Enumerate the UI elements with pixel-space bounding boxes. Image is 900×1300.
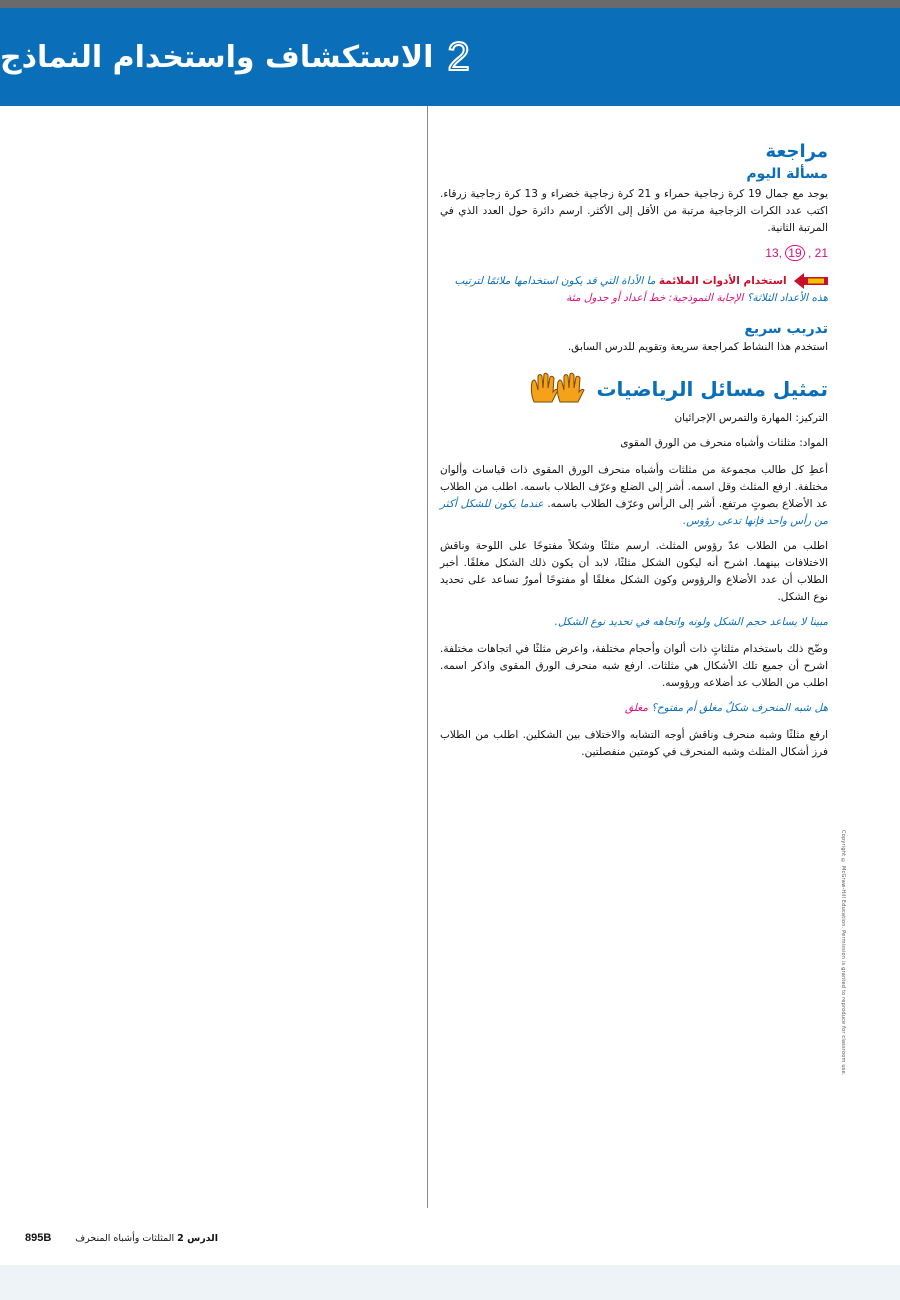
- question-text: هل شبه المنحرف شكلٌ مغلق أم مفتوح؟: [651, 702, 828, 714]
- modeling-paragraph-4: ارفع مثلثًا وشبه منحرف وناقش أوجه التشابه والاختلاف بين الشكلين. اطلب من الطلاب فرز أشكال المثلث وشبه المنحرف في كومتين منفصلتين.: [440, 729, 828, 758]
- page-number: 895B: [25, 1232, 52, 1244]
- footer-lesson-label: الدرس 2: [177, 1232, 218, 1244]
- problem-text: يوجد مع جمال 19 كرة زجاجية حمراء و 21 كرة زجاجية خضراء و 13 كرة زجاجية زرقاء. اكتب عدد الكرات الزجاجية مرتبة من الأقل إلى الأكثر. ارسم دائرة حول العدد الذي في المرتبة الثانية.: [440, 188, 828, 234]
- chapter-number: 2: [447, 35, 470, 79]
- focus-line: التركيز: المهارة والتمرس الإجرائيان: [674, 412, 828, 424]
- page-footer: [25, 1232, 218, 1244]
- footer-lesson-title: المثلثات وأشباه المنحرف: [75, 1232, 175, 1244]
- answer-suffix: , 21: [804, 246, 828, 260]
- answer-prefix: 13,: [765, 246, 786, 260]
- modeling-paragraph-2: اطلب من الطلاب عدّ رؤوس المثلث. ارسم مثلثًا وشكلاً مفتوحًا على اللوحة وناقش الاختلافات بينهما. اشرح أنه ليكون الشكل مثلثًا، لابد أن يكون ذلك الشكل مغلقًا. أخبر الطلاب أن عدد الأضلاع والرؤوس وكون الشكل مغلقًا أو مفتوحًا أمورٌ تساعد على تحديد نوع الشكل.: [440, 540, 828, 603]
- materials-line: المواد: مثلثات وأشباه منحرف من الورق المقوى: [620, 437, 828, 449]
- modeling-paragraph-1: [440, 462, 828, 530]
- paragraph-1-text: أعطِ كل طالب مجموعة من مثلثات وأشباه منحرف الورق المقوى ذات قياسات وألوان مختلفة. ارفع المثلث وقل اسمه. أشر إلى الضلع وعرّف الطلاب باسمه. اطلب من الطلاب عد الأضلاع بصوتٍ مرتفع. أشر إلى الرأس وعرّف الطلاب باسمه.: [440, 464, 829, 510]
- answer-circled: 19: [785, 245, 804, 261]
- review-heading: مراجعة: [765, 141, 828, 162]
- tools-tip: [440, 273, 828, 307]
- copyright-credit: Copyright © McGraw-Hill Education. Permission is granted to reproduce for classroom use.: [840, 830, 846, 1076]
- page-title: الاستكشاف واستخدام النماذج: [0, 39, 434, 75]
- trapezoid-question: [440, 700, 828, 717]
- problem-of-day-heading: مسألة اليوم: [746, 166, 828, 182]
- question-answer: مغلق: [625, 702, 648, 714]
- modeling-header: [440, 372, 828, 406]
- tip-title: استخدام الأدوات الملائمة: [658, 275, 787, 287]
- hands-icon: [528, 372, 590, 406]
- modeling-paragraph-3: وضّح ذلك باستخدام مثلثاتٍ ذات ألوان وأحجام مختلفة، واعرض مثلثًا في اتجاهات مختلفة. اشرح أن جميع تلك الأشكال هي مثلثات. ارفع شبه منحرف الورق المقوى واذكر اسمه. اطلب من الطلاب عد أضلاعه ورؤوسه.: [440, 643, 828, 689]
- footer-band: [0, 1265, 900, 1300]
- lesson-column: [440, 140, 828, 769]
- top-rule: [0, 0, 900, 8]
- column-divider: [427, 106, 428, 1208]
- modeling-heading: تمثيل مسائل الرياضيات: [596, 377, 828, 401]
- modeling-note: مبينا لا يساعد حجم الشكل ولونه واتجاهه في تحديد نوع الشكل.: [554, 616, 828, 628]
- problem-answer: [440, 245, 828, 261]
- tip-question: ما الأداة التي قد يكون استخدامها ملائمًا لترتيب هذه الأعداد الثلاثة؟: [454, 275, 828, 304]
- footer-lesson: [75, 1233, 218, 1244]
- tip-answer: الإجابة النموذجية: خط أعداد أو جدول مئة: [566, 292, 744, 304]
- paragraph-1-highlight: عندما يكون للشكل أكثر من رأس واحد فإنها تدعى رؤوس.: [440, 498, 828, 527]
- quick-drill-heading: تدريب سريع: [744, 321, 828, 337]
- quick-drill-text: استخدم هذا النشاط كمراجعة سريعة وتقويم للدرس السابق.: [567, 341, 828, 353]
- chapter-header: [0, 8, 900, 106]
- arrow-icon: [794, 273, 828, 289]
